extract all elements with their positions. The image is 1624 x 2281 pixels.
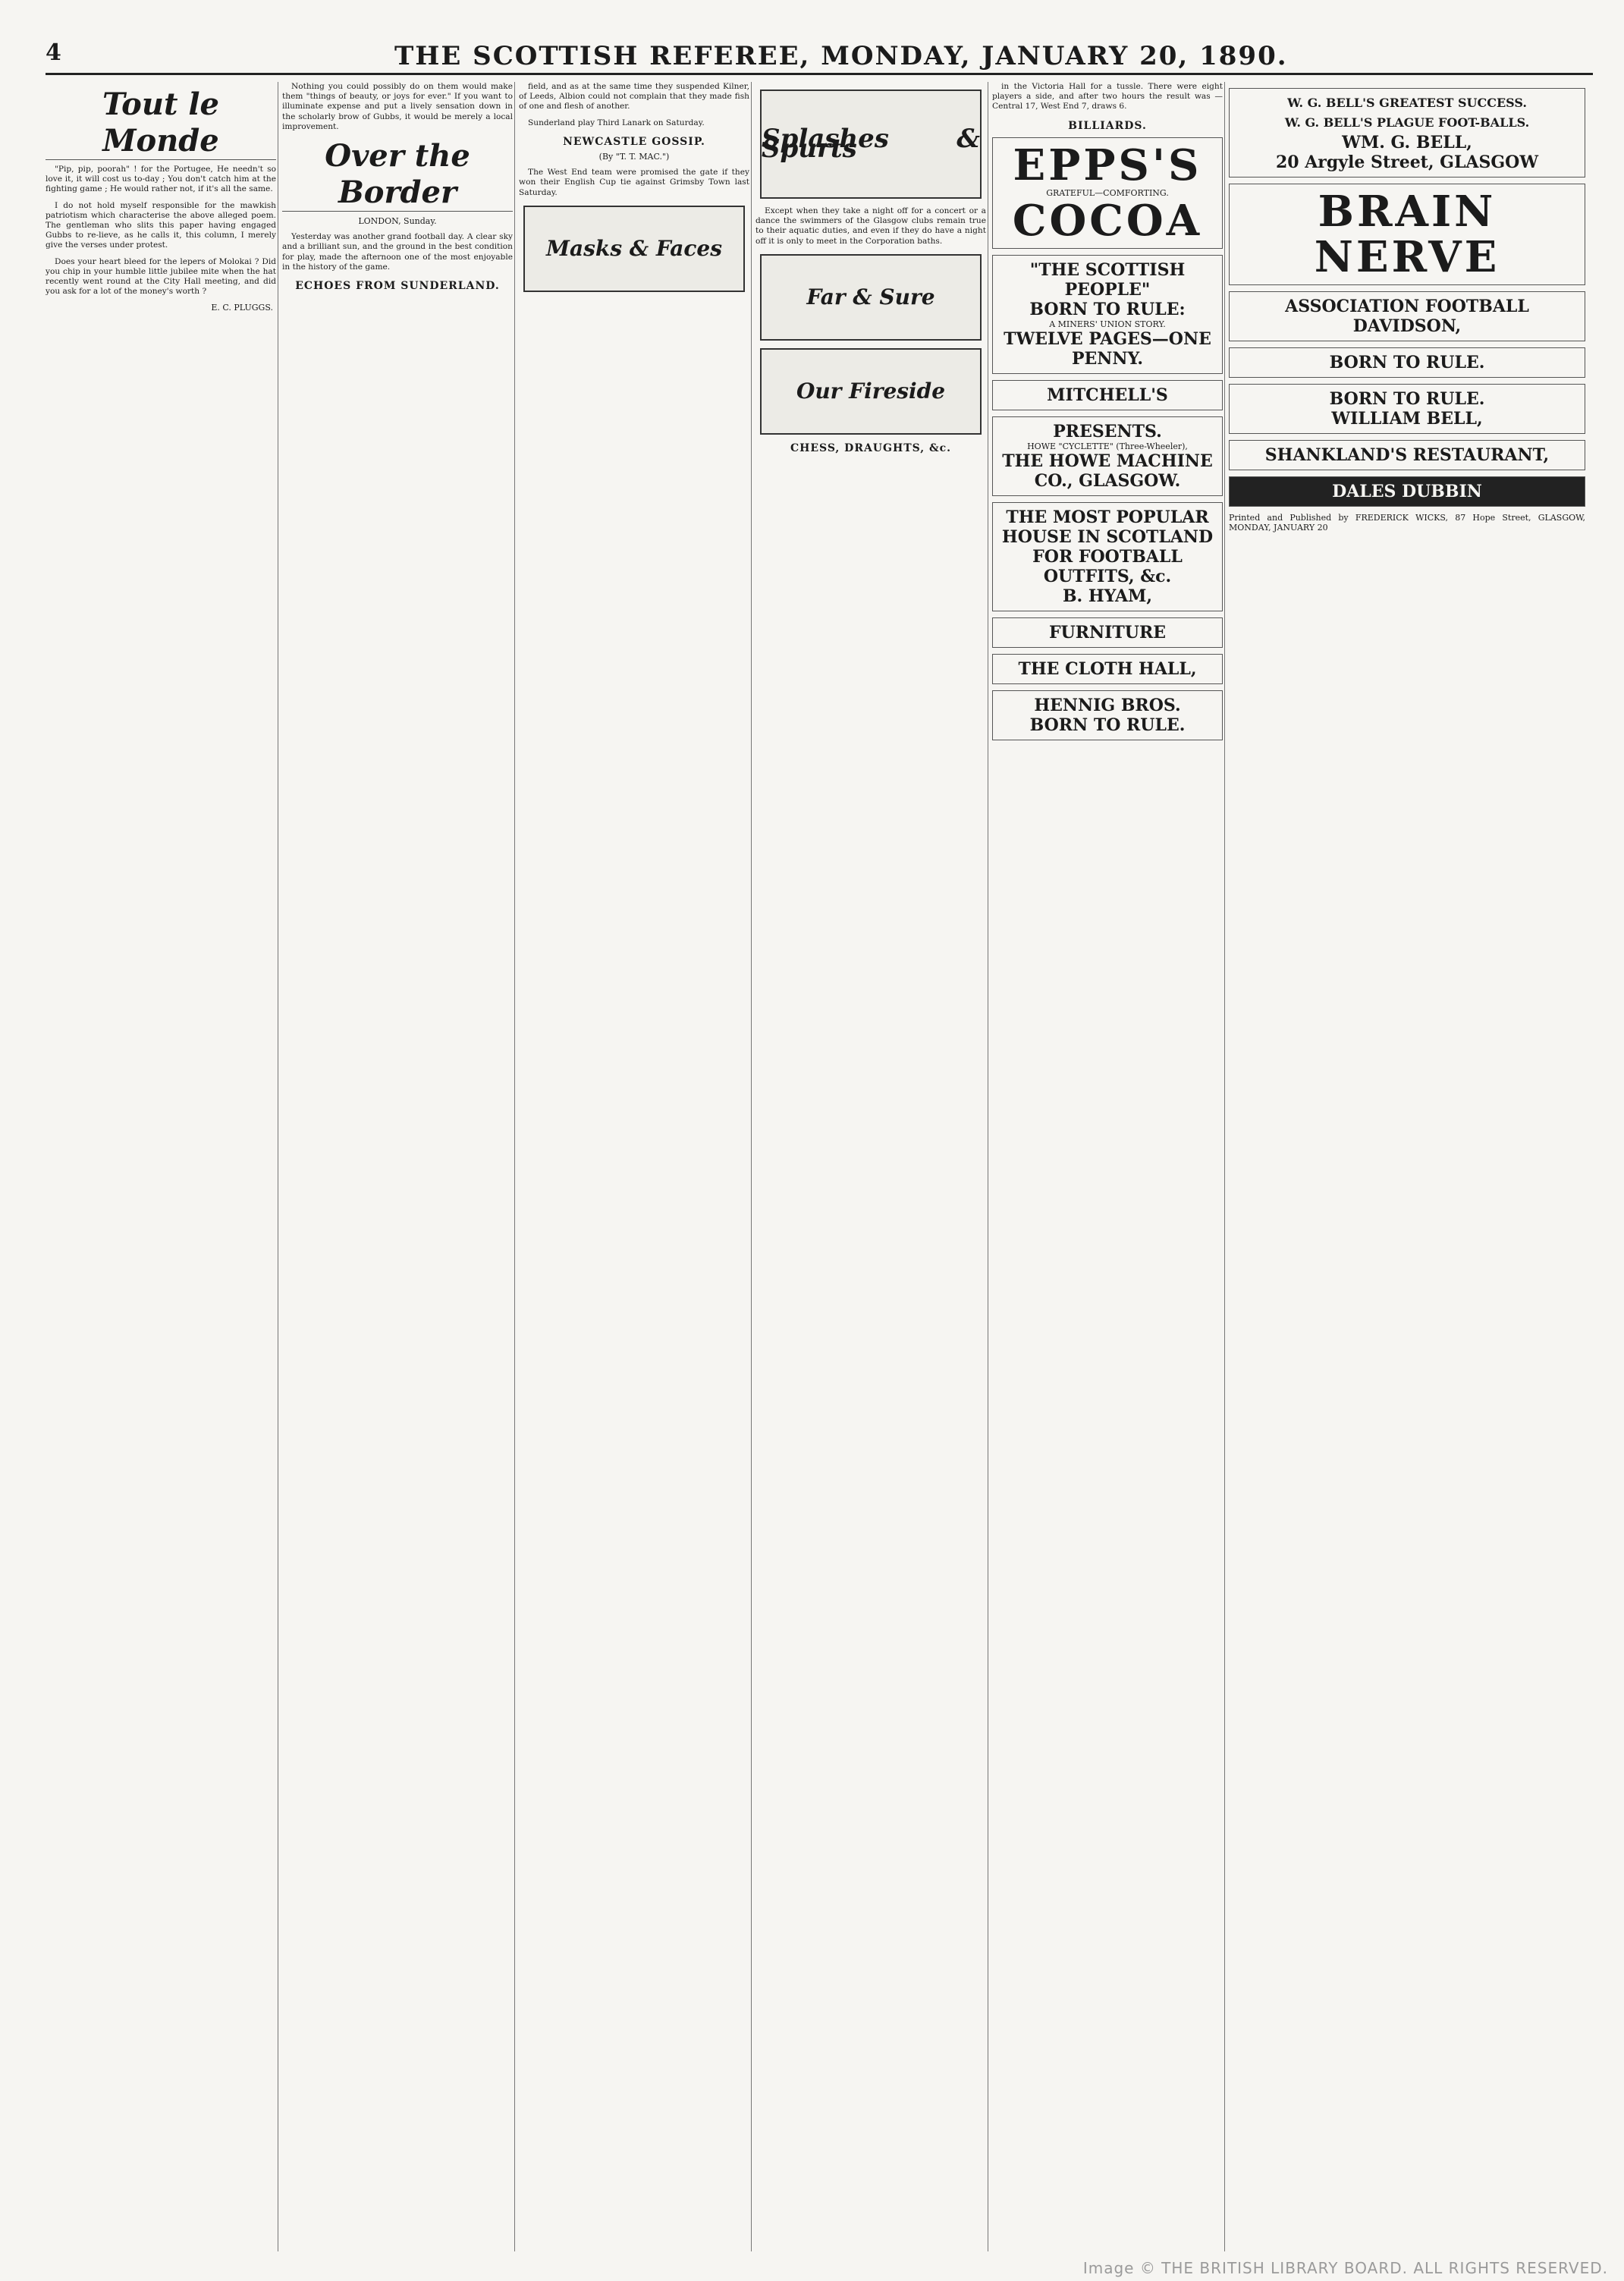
- ad-title: BORN TO RULE:: [1029, 299, 1186, 319]
- ad-title: COCOA: [1012, 195, 1203, 246]
- subheading: CHESS, DRAUGHTS, &c.: [790, 441, 952, 454]
- column-rule: [514, 82, 515, 2251]
- column-rule: [751, 82, 752, 2251]
- advertisement-howe: [992, 416, 1223, 496]
- ad-title: WILLIAM BELL,: [1331, 409, 1483, 429]
- ad-title: SHANKLAND'S RESTAURANT,: [1264, 445, 1550, 465]
- column-rule: [1224, 82, 1225, 2251]
- ad-text: GRATEFUL—COMFORTING.: [1046, 187, 1169, 198]
- section-heading: Over the Border: [282, 138, 513, 212]
- dateline: LONDON, Sunday.: [358, 216, 437, 227]
- ad-title: ASSOCIATION FOOTBALL: [1285, 297, 1529, 316]
- imprint: Printed and Published by FREDERICK WICKS, 87 Hope Street, GLASGOW, MONDAY, JANUARY 20: [1229, 513, 1585, 533]
- poem-text: "Pip, pip, poorah" ! for the Portugee, He needn't so love it, it will cost us to-day ; You don't catch him at the fighting game ; He would rather not, if it's all the same.: [46, 165, 276, 194]
- illustrated-heading: Our Fireside: [760, 348, 982, 435]
- ad-title: BORN TO RULE.: [1329, 389, 1485, 409]
- advertisement-hyam: [992, 502, 1223, 611]
- column-2: [282, 82, 513, 2251]
- advertisement-born-to-rule: [1229, 384, 1585, 434]
- ad-title: TWELVE PAGES—ONE PENNY.: [1004, 328, 1211, 369]
- ad-title: B. HYAM,: [1062, 586, 1153, 606]
- ad-title: BORN TO RULE.: [1029, 715, 1186, 735]
- advertisement-mitchells: [992, 380, 1223, 410]
- ad-title: 20 Argyle Street, GLASGOW: [1275, 152, 1539, 172]
- article-paragraph: Yesterday was another grand football day. A clear sky and a brilliant sun, and the ground in the best condition for play, made the afternoon one of the most enjoyable in the history of the game.: [282, 232, 513, 272]
- column-3: [519, 82, 749, 2251]
- advertisement-brain-nerve: [1229, 184, 1585, 285]
- ad-title: THE CLOTH HALL,: [1018, 658, 1197, 679]
- advertisement-bell: [1229, 88, 1585, 178]
- advertisement-furniture: [992, 617, 1223, 648]
- ad-text: HOWE "CYCLETTE" (Three-Wheeler),: [1027, 441, 1188, 451]
- subheading: ECHOES FROM SUNDERLAND.: [295, 280, 500, 293]
- masthead: [46, 38, 1593, 75]
- article-paragraph: The West End team were promised the gate if they won their English Cup tie against Grimsby Town last Saturday.: [519, 168, 749, 197]
- column-5: [992, 82, 1223, 2251]
- section-heading: Tout le Monde: [46, 86, 276, 160]
- ad-title: THE MOST POPULAR HOUSE IN SCOTLAND FOR FOOTBALL OUTFITS, &c.: [1001, 507, 1214, 586]
- advertisement-epps-cocoa: [992, 137, 1223, 249]
- page-title: THE SCOTTISH REFEREE, MONDAY, JANUARY 20, 1890.: [394, 41, 1288, 71]
- ad-title: BRAIN: [1318, 187, 1497, 237]
- ad-title: W. G. BELL'S GREATEST SUCCESS.: [1287, 96, 1527, 110]
- illustrated-heading: Masks & Faces: [523, 206, 745, 292]
- ad-title: PRESENTS.: [1053, 421, 1162, 441]
- advertisement-shankland: [1229, 440, 1585, 470]
- advertisement-scottish-people: [992, 255, 1223, 374]
- illustrated-heading: Far & Sure: [760, 254, 982, 341]
- advertisement-hennig: [992, 690, 1223, 740]
- article-paragraph: I do not hold myself responsible for the mawkish patriotism which characterise the above alleged poem. The gentleman who slits this paper having engaged Gubbs to re-lieve, as he calls it, this column, I merely give the verses under protest.: [46, 200, 276, 250]
- ad-title: MITCHELL'S: [1047, 385, 1168, 405]
- ad-title: EPPS'S: [1013, 140, 1202, 190]
- copyright-notice: Image © THE BRITISH LIBRARY BOARD. ALL RIGHTS RESERVED.: [1082, 2259, 1608, 2277]
- ad-title: "THE SCOTTISH PEOPLE": [1029, 259, 1186, 300]
- page-number: 4: [46, 39, 61, 66]
- column-6: [1229, 82, 1585, 2251]
- illustrated-heading: Splashes & Spurts: [760, 90, 982, 199]
- article-paragraph: Nothing you could possibly do on them would make them "things of beauty, or joys for ever." If you want to illuminate expense and put a lively sensation down in the scholarly brow of Gubbs, it would be merely a local improvement.: [282, 82, 513, 131]
- ad-title: WM. G. BELL,: [1342, 133, 1472, 152]
- byline: E. C. PLUGGS.: [211, 303, 273, 313]
- column-4: [755, 82, 986, 2251]
- ad-title: W. G. BELL'S PLAGUE FOOT-BALLS.: [1284, 115, 1530, 130]
- article-paragraph: Does your heart bleed for the lepers of Molokai ? Did you chip in your humble little jubilee mite when the hat recently went round at the City Hall meeting, and did you ask for a lot of the money's worth ?: [46, 256, 276, 297]
- advertisement-cloth-hall: [992, 654, 1223, 684]
- ad-text: A MINERS' UNION STORY.: [1049, 319, 1166, 329]
- advertisement-dales-dubbin: [1229, 476, 1585, 507]
- column-1: [46, 82, 276, 2251]
- ad-title: DALES DUBBIN: [1332, 482, 1482, 501]
- advertisement-association-football: [1229, 291, 1585, 341]
- ad-title: DAVIDSON,: [1352, 316, 1462, 336]
- ad-title: THE HOWE MACHINE CO., GLASGOW.: [1002, 451, 1213, 491]
- subheading: BILLIARDS.: [1068, 119, 1147, 132]
- advertisement-born-to-rule: [1229, 347, 1585, 378]
- byline: (By "T. T. MAC."): [598, 152, 670, 162]
- ad-title: NERVE: [1314, 232, 1500, 282]
- article-paragraph: Except when they take a night off for a concert or a dance the swimmers of the Glasgow clubs remain true to their aquatic duties, and even if they do have a night off it is only to meet in the Corporation baths.: [755, 206, 986, 246]
- ad-title: FURNITURE: [1048, 622, 1167, 643]
- ad-title: HENNIG BROS.: [1034, 695, 1181, 715]
- article-paragraph: in the Victoria Hall for a tussle. There were eight players a side, and after two hours the result was — Central 17, West End 7, draws 6.: [992, 82, 1223, 112]
- ad-title: BORN TO RULE.: [1329, 353, 1485, 372]
- article-paragraph: field, and as at the same time they suspended Kilner, of Leeds, Albion could not complain that they made fish of one and flesh of another.: [519, 82, 749, 112]
- article-paragraph: Sunderland play Third Lanark on Saturday.: [528, 118, 705, 127]
- subheading: NEWCASTLE GOSSIP.: [563, 135, 705, 148]
